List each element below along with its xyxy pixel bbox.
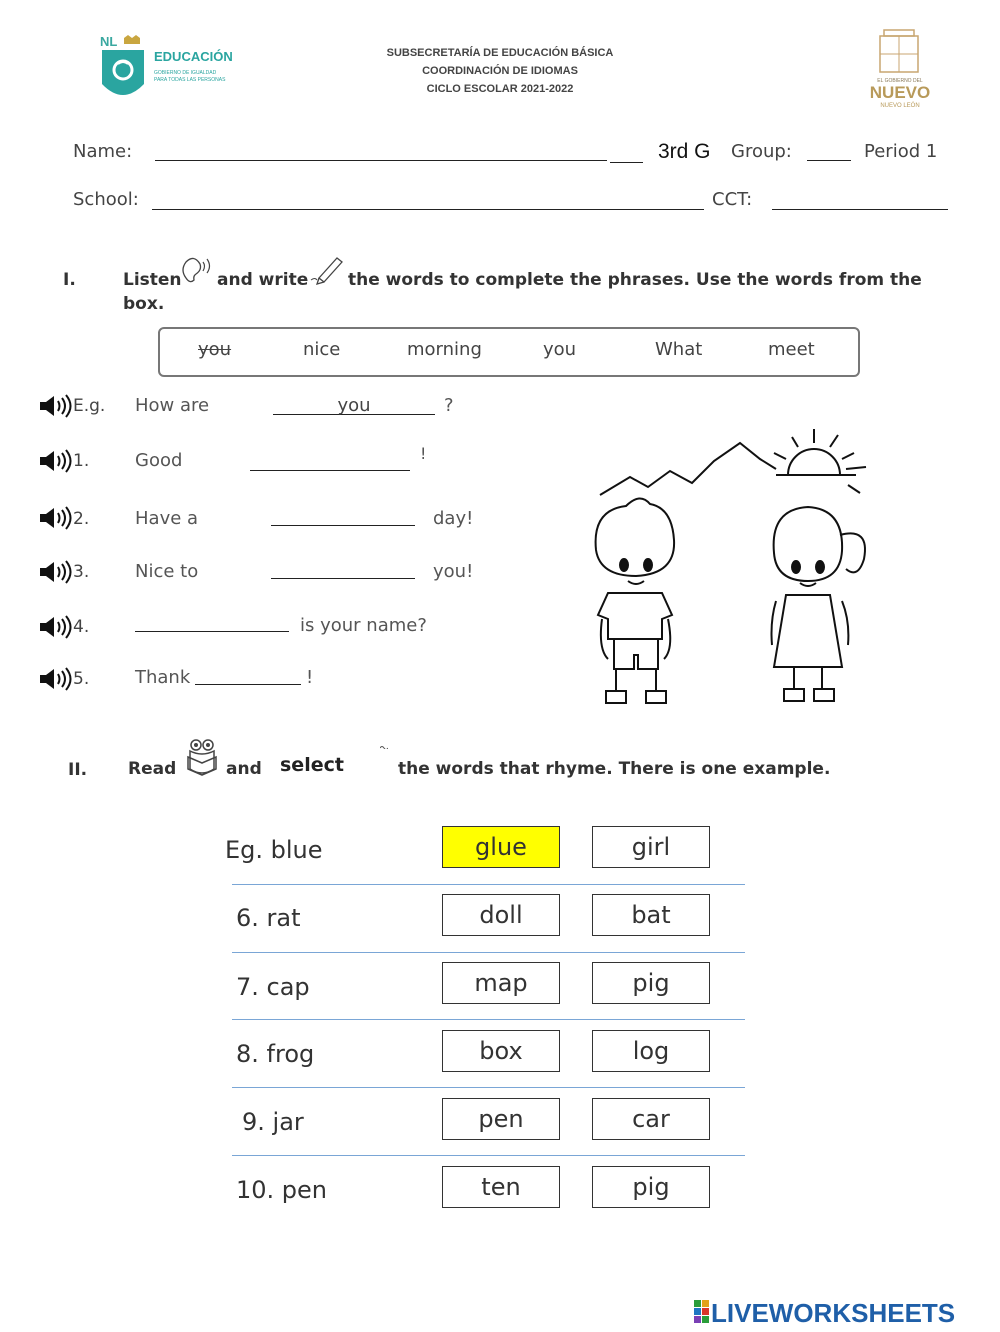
rhyme-word: 10. pen [236,1176,328,1204]
answer-text: you [337,395,371,416]
row-separator [232,952,745,953]
item-after-text: ? [444,395,454,416]
nuevo-leon-logo [858,24,942,110]
period-text: Period 1 [864,141,938,162]
header-line-3: CICLO ESCOLAR 2021-2022 [426,83,574,95]
pencil-icon [309,252,345,291]
mountains-icon [600,443,776,495]
school-field[interactable] [152,209,704,210]
sun-icon [774,429,866,493]
item-after-text: ! [306,667,314,688]
name-field-extra-2[interactable] [610,162,643,163]
section2-numeral: II. [68,760,88,780]
rhyme-option[interactable]: bat [592,894,710,936]
answer-blank[interactable] [271,525,415,526]
word-bank-box [158,327,860,377]
rhyme-option[interactable]: glue [442,826,560,868]
item-number: 2. [73,509,90,529]
item-after-text: you! [433,561,474,582]
section1-instructions: the words to complete the phrases. Use the words from the [348,270,922,290]
header-line-2: COORDINACIÓN DE IDIOMAS [422,65,578,77]
group-field[interactable] [807,160,851,161]
item-before-text: Nice to [135,561,199,582]
grade-text: 3rd G [658,140,711,163]
word-bank-item: you [198,339,232,360]
answer-blank[interactable] [135,631,289,632]
logo-right-top: EL GOBIERNO DEL [877,78,923,84]
logo-title: EDUCACIÓN [154,49,233,64]
rhyme-option[interactable]: ten [442,1166,560,1208]
rhyme-option[interactable]: map [442,962,560,1004]
section2-read: Read [128,759,177,779]
item-number: E.g. [73,396,106,416]
rhyme-option[interactable]: log [592,1030,710,1072]
item-before-text: How are [135,395,210,416]
name-field[interactable] [155,160,567,161]
rhyme-option[interactable]: box [442,1030,560,1072]
crest-icon [884,30,914,36]
rhyme-option[interactable]: car [592,1098,710,1140]
liveworksheets-logo [694,1297,994,1332]
section2-select: select [280,754,344,776]
speaker-icon[interactable] [38,615,72,639]
speaker-icon[interactable] [38,394,72,418]
word-bank-item: morning [407,339,482,360]
education-logo [96,34,256,106]
section1-and-write: and write [217,270,309,290]
rhyme-option[interactable]: pig [592,1166,710,1208]
ear-icon [178,254,214,289]
rhyme-option[interactable]: doll [442,894,560,936]
speaker-icon[interactable] [38,667,72,691]
item-before-text: Thank [135,667,191,688]
speaker-icon[interactable] [38,560,72,584]
logo-right-bottom: NUEVO LEÓN [880,103,920,109]
section2-and: and [226,759,262,779]
header-center [340,44,660,98]
tilde-mark [380,736,388,740]
rhyme-word: 9. jar [242,1108,304,1136]
school-label: School: [73,189,139,210]
word-bank-item: meet [768,339,815,360]
section1-numeral: I. [63,270,76,290]
word-bank-item: you [543,339,577,360]
rhyme-option[interactable]: pig [592,962,710,1004]
kids-illustration [590,425,880,715]
logo-nl-text: NL [100,34,118,49]
section1-listen: Listen [123,270,182,290]
word-bank-item: nice [303,339,341,360]
crown-icon [124,35,140,44]
rhyme-word: Eg. blue [225,836,323,864]
rhyme-word: 6. rat [236,904,301,932]
boy-icon [596,498,675,703]
girl-icon [772,507,866,701]
word-bank-item: What [655,339,703,360]
speaker-icon[interactable] [38,449,72,473]
item-number: 4. [73,617,90,637]
header-line-1: SUBSECRETARÍA DE EDUCACIÓN BÁSICA [386,47,614,59]
shield-icon [102,50,144,95]
rhyme-option[interactable]: girl [592,826,710,868]
item-before-text: Have a [135,508,199,529]
answer-blank[interactable] [195,684,301,685]
rhyme-word: 7. cap [236,973,310,1001]
item-number: 3. [73,562,90,582]
row-separator [232,884,745,885]
item-after-text: day! [433,508,474,529]
item-number: 1. [73,451,90,471]
answer-blank[interactable] [271,578,415,579]
logo-right-main: NUEVO [869,83,931,102]
item-before-text: Good [135,450,183,471]
section2-instructions: the words that rhyme. There is one example. [398,759,831,779]
item-after-text: ! [420,444,427,463]
answer-blank[interactable] [250,470,410,471]
name-label: Name: [73,141,133,162]
name-field-extra[interactable] [567,160,607,161]
speaker-icon[interactable] [38,506,72,530]
liveworksheets-text: LIVEWORKSHEETS [711,1298,956,1327]
row-separator [232,1155,745,1156]
row-separator [232,1019,745,1020]
logo-subtitle-1: GOBIERNO DE IGUALDAD [154,70,217,76]
cct-label: CCT: [712,189,753,210]
group-label: Group: [731,141,792,162]
section1-instructions-end: box. [123,294,165,314]
cct-field[interactable] [772,209,948,210]
item-number: 5. [73,669,90,689]
row-separator [232,1087,745,1088]
logo-subtitle-2: PARA TODAS LAS PERSONAS [154,77,226,83]
reading-owl-icon [184,735,220,782]
rhyme-option[interactable]: pen [442,1098,560,1140]
item-after-text: is your name? [300,615,427,636]
rhyme-word: 8. frog [236,1040,315,1068]
